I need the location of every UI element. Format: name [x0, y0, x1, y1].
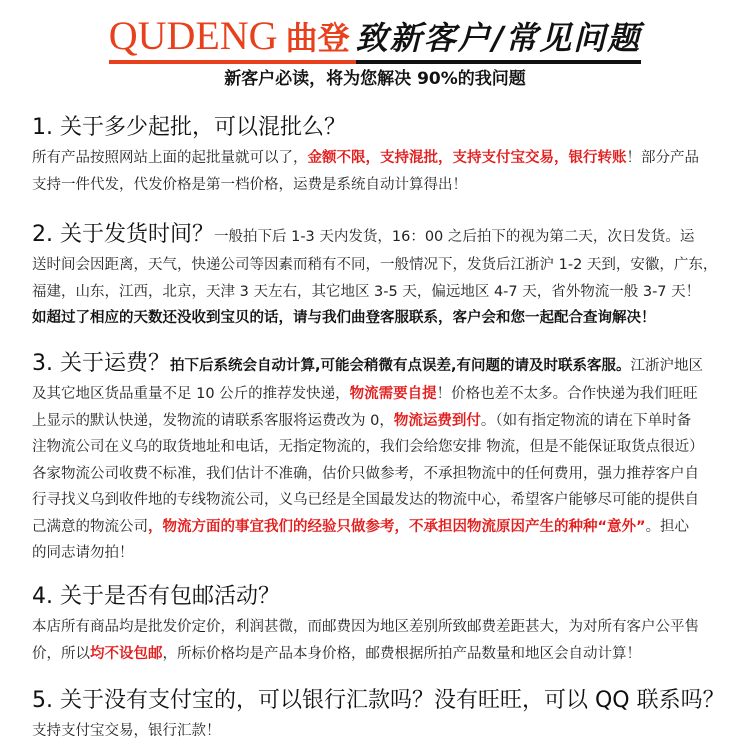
faq-question: 3. 关于运费？	[32, 351, 170, 376]
faq-answer-line	[32, 279, 717, 306]
faq-answer-line	[32, 381, 704, 408]
faq-answer-line	[32, 461, 704, 488]
faq-answer-line	[32, 218, 717, 252]
faq-answer-line	[32, 641, 699, 668]
answer-text: 所有产品按照网站上面的起批量就可以了，	[32, 150, 308, 166]
faq-answer-line	[32, 614, 699, 641]
answer-text: 的同志请勿拍！	[32, 545, 134, 561]
answer-text: 送时间会因距离，天气，快递公司等因素而稍有不同，一般情况下，发货后江浙沪 1-2 天到，安徽，广东，	[32, 257, 718, 273]
faq-answer-line	[32, 514, 704, 541]
subtitle: 新客户必读，将为您解决 90%的我问题	[224, 69, 526, 89]
answer-text: 本店所有商品均是批发价定价，利润甚微，而邮费因为地区差别所致邮费差距甚大，为对所有客户公平售	[32, 619, 699, 635]
answer-text: 支持一件代发，代发价格是第一档价格，运费是系统自动计算得出！	[32, 176, 467, 193]
bold-text: 拍下后系统会自动计算,可能会稍微有点误差,有问题的请及时联系客服。	[169, 358, 631, 374]
answer-text: ！价格也差不太多。合作快递为我们旺旺	[436, 386, 698, 402]
faq-section-free-shipping	[32, 580, 699, 667]
highlighted-text: 金额不限，支持混批，支持支付宝交易，银行转账	[307, 150, 627, 166]
faq-answer-line	[32, 252, 717, 279]
answer-text: 己满意的物流公司	[32, 518, 148, 535]
faq-answer-line	[32, 408, 704, 435]
answer-text: 。（如有指定物流的请在下单时备	[480, 412, 692, 429]
answer-text: 支持支付宝交易，银行汇款！	[32, 723, 221, 739]
answer-text: 及其它地区货品重量不足 10 公斤的推荐发快递，	[32, 386, 350, 402]
brand-name-cn: 曲登	[278, 13, 356, 64]
faq-answer-line	[32, 172, 699, 199]
answer-text: 注物流公司在义乌的取货地址和电话，无指定物流的，我们会给您安排 物流，但是不能保证取货点很近）	[32, 439, 704, 455]
highlighted-text: 物流需要自提	[349, 386, 437, 402]
answer-text: 行寻找义乌到收件地的专线物流公司，义乌已经是全国最发达的物流中心，希望客户能够尽可能的提供自	[32, 492, 699, 508]
faq-question: 5. 关于没有支付宝的，可以银行汇款吗？没有旺旺，可以 QQ 联系吗？	[32, 688, 725, 713]
faq-question: 4. 关于是否有包邮活动？	[32, 584, 280, 609]
brand-logo: QUDENG	[109, 12, 278, 64]
answer-text: 各家物流公司收费不标准，我们估计不准确，估价只做参考，不承担物流中的任何费用，强力推荐客户自	[32, 465, 699, 482]
faq-question: 1. 关于多少起批，可以混批么？	[32, 115, 346, 140]
answer-text: 。担心	[645, 518, 690, 535]
faq-answer-line	[32, 305, 717, 332]
answer-text: 上显示的默认快递，发物流的请联系客服将运费改为 0，	[32, 412, 394, 429]
highlighted-text: 物流运费到付	[393, 412, 481, 429]
answer-text: 一般拍下后 1-3 天内发货，16：00 之后拍下的视为第二天，次日发货。运	[213, 229, 695, 245]
highlighted-text: 均不设包邮	[90, 645, 163, 662]
faq-section-shipping-time	[32, 218, 717, 332]
faq-answer-line	[32, 145, 699, 172]
faq-answer-line	[32, 347, 704, 381]
title-text: 致新客户/常见问题	[356, 13, 642, 64]
answer-text: 江浙沪地区	[630, 358, 703, 374]
faq-section-payment	[32, 684, 725, 745]
faq-section-min-order	[32, 111, 699, 198]
faq-answer-line	[32, 434, 704, 461]
bold-text: 如超过了相应的天数还没收到宝贝的话，请与我们曲登客服联系，客户会和您一起配合查询解决！	[32, 310, 656, 326]
answer-text: 福建，山东，江西，北京，天津 3 天左右，其它地区 3-5 天，偏远地区 4-7 天，省外物流一般 3-7 天！	[32, 283, 701, 300]
answer-text: ！部分产品	[626, 150, 699, 166]
faq-section-shipping-fee	[32, 347, 704, 567]
page-title	[0, 12, 750, 64]
answer-text: 价，所以	[32, 645, 90, 662]
faq-question: 2. 关于发货时间？	[32, 222, 214, 247]
answer-text: ，所标价格均是产品本身价格，邮费根据所拍产品数量和地区会自动计算！	[162, 645, 641, 662]
faq-answer-line	[32, 487, 704, 514]
faq-answer-line	[32, 718, 725, 745]
highlighted-text: ，物流方面的事宜我们的经验只做参考，不承担因物流原因产生的种种“意外”	[148, 518, 646, 535]
faq-answer-line	[32, 540, 704, 567]
